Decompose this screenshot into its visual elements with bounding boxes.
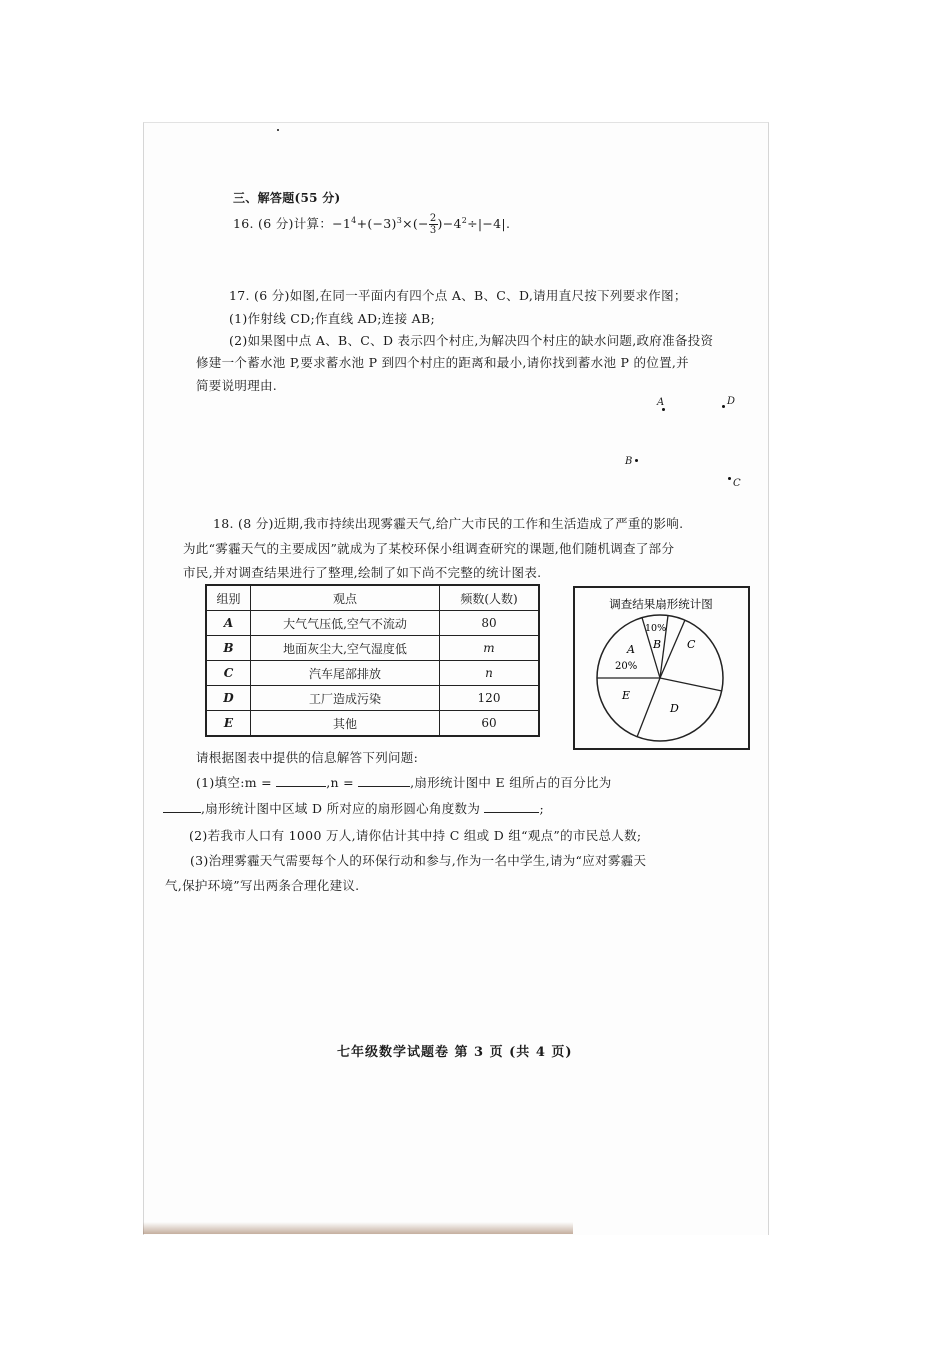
question-16: [233, 213, 510, 236]
point-a: [662, 408, 665, 411]
q18-sub1-m-label: (1)填空:m =: [196, 775, 272, 790]
q18-sub1-n-label: ,n =: [326, 775, 354, 790]
q16-part5: ÷|−4|.: [467, 216, 511, 231]
answer-blank-e-percent[interactable]: [163, 812, 201, 813]
cell-group: A: [206, 611, 251, 636]
answer-blank-d-angle[interactable]: [484, 812, 539, 813]
header-group: 组别: [206, 585, 251, 611]
q18-line3: 市民,并对调查结果进行了整理,绘制了如下尚不完整的统计图表.: [183, 565, 542, 580]
point-d-label: D: [727, 396, 736, 407]
q16-sup2: 3: [396, 215, 403, 225]
q17-line3: (2)如果图中点 A、B、C、D 表示四个村庄,为解决四个村庄的缺水问题,政府准备投资: [229, 333, 714, 348]
q18-sub3-line1: (3)治理雾霾天气需要每个人的环保行动和参与,作为一名中学生,请为“应对雾霾天: [190, 853, 647, 868]
cell-group: D: [206, 686, 251, 711]
survey-table: [205, 584, 540, 737]
pie-label-b-percent: 10%: [645, 623, 667, 634]
point-c: [728, 477, 731, 480]
speck: [277, 129, 279, 131]
answer-blank-n[interactable]: [358, 786, 410, 787]
pie-title: 调查结果扇形统计图: [609, 597, 713, 611]
q16-fraction: [429, 213, 438, 236]
q17-line1: 17. (6 分)如图,在同一平面内有四个点 A、B、C、D,请用直尺按下列要求作图；: [229, 288, 687, 303]
cell-count: 80: [440, 611, 540, 636]
q18-sub1-line2: [163, 799, 544, 817]
cell-view: 汽车尾部排放: [251, 661, 440, 686]
header-count: 频数(人数): [440, 585, 540, 611]
cell-count: m: [440, 636, 540, 661]
answer-blank-m[interactable]: [276, 786, 326, 787]
table-row: [206, 711, 539, 737]
point-b: [635, 459, 638, 462]
pie-chart: [575, 588, 748, 748]
pie-label-d: D: [670, 702, 679, 715]
cell-count: n: [440, 661, 540, 686]
q16-part3: ×(−: [402, 216, 429, 231]
cell-group: E: [206, 711, 251, 737]
cell-view: 大气气压低,空气不流动: [251, 611, 440, 636]
q18-sub1-e-label: ,扇形统计图中 E 组所占的百分比为: [410, 775, 612, 790]
q18-line2: 为此“雾霾天气的主要成因”就成为了某校环保小组调查研究的课题,他们随机调查了部分: [183, 541, 675, 556]
table-row: [206, 611, 539, 636]
cell-count: 60: [440, 711, 540, 737]
cell-view: 地面灰尘大,空气湿度低: [251, 636, 440, 661]
page-edge-shadow: [143, 1222, 573, 1234]
q16-part4: )−4: [437, 216, 462, 231]
point-a-label: A: [657, 397, 665, 408]
pie-label-c: C: [687, 638, 696, 651]
cell-group: B: [206, 636, 251, 661]
pie-label-a-percent: 20%: [615, 661, 638, 672]
point-c-label: C: [733, 478, 741, 489]
table-header-row: [206, 585, 539, 611]
q18-sub2: (2)若我市人口有 1000 万人,请你估计其中持 C 组或 D 组“观点”的市民总人数;: [189, 828, 642, 843]
pie-label-a: A: [627, 643, 635, 656]
table-row: [206, 686, 539, 711]
q16-frac-num: 2: [429, 213, 437, 224]
table-row: [206, 636, 539, 661]
q16-sup1: 4: [351, 215, 357, 225]
q16-prefix: 16. (6 分)计算：−1: [233, 216, 352, 231]
q18-sub3-line2: 气,保护环境”写出两条合理化建议.: [165, 878, 360, 893]
section-title: 三、解答题(55 分): [233, 191, 341, 205]
cell-group: C: [206, 661, 251, 686]
q17-line5: 简要说明理由.: [196, 378, 278, 393]
q16-frac-den: 3: [429, 225, 437, 236]
q18-prompt: 请根据图表中提供的信息解答下列问题:: [196, 750, 419, 765]
q18-sub1-d-label: ,扇形统计图中区域 D 所对应的扇形圆心角度数为: [201, 801, 481, 816]
header-view: 观点: [251, 585, 440, 611]
q18-line1: 18. (8 分)近期,我市持续出现雾霾天气,给广大市民的工作和生活造成了严重的影响.: [213, 516, 684, 531]
cell-count: 120: [440, 686, 540, 711]
point-d: [722, 405, 725, 408]
q18-sub1-line1: [196, 773, 612, 791]
cell-view: 其他: [251, 711, 440, 737]
q16-sup3: 2: [461, 215, 468, 225]
pie-label-e: E: [622, 689, 631, 702]
q17-line2: (1)作射线 CD;作直线 AD;连接 AB;: [229, 311, 436, 326]
point-b-label: B: [625, 456, 633, 467]
cell-view: 工厂造成污染: [251, 686, 440, 711]
page-footer: 七年级数学试题卷 第 3 页 (共 4 页): [337, 1045, 573, 1060]
pie-divider: [637, 678, 660, 737]
q16-part2: +(−3): [356, 216, 397, 231]
q18-sub1-end: ;: [539, 801, 544, 816]
q17-line4: 修建一个蓄水池 P,要求蓄水池 P 到四个村庄的距离和最小,请你找到蓄水池 P 的位置,并: [196, 355, 689, 370]
pie-chart-box: [573, 586, 750, 750]
pie-label-b: B: [653, 638, 662, 651]
pie-divider: [660, 678, 722, 691]
table-row: [206, 661, 539, 686]
